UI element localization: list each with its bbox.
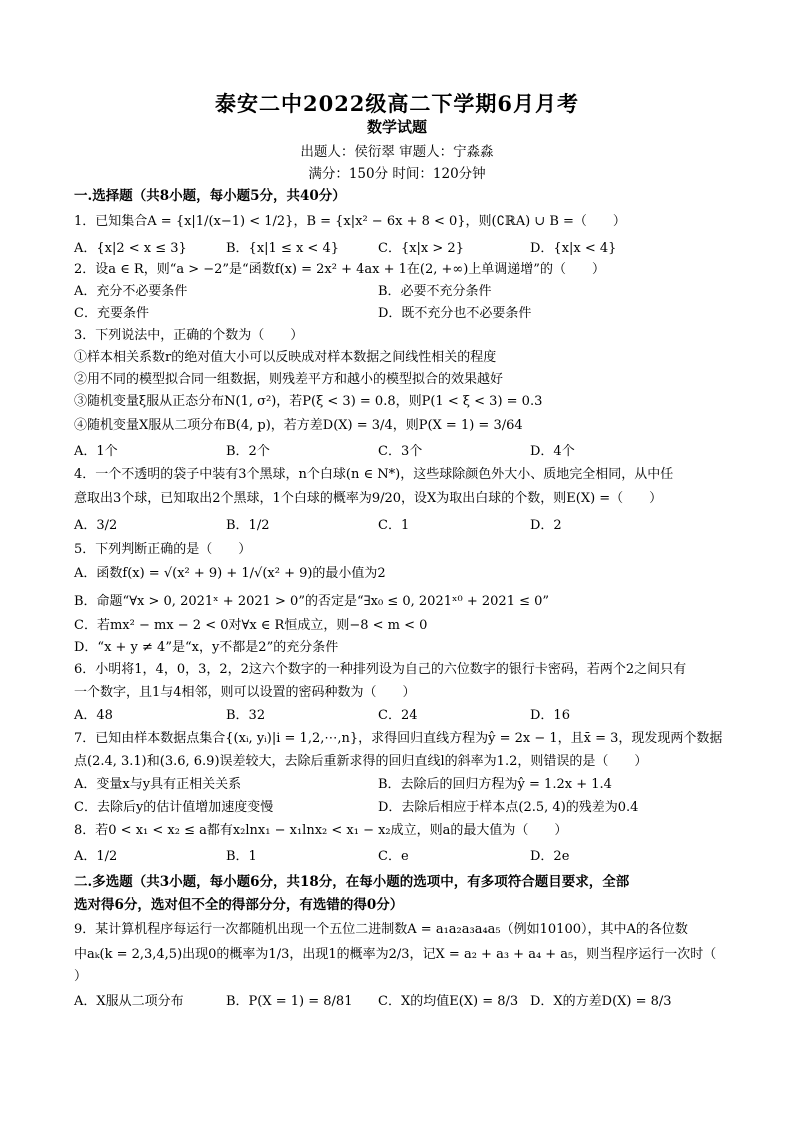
question-1-option-b[interactable]: B．{x|1 ≤ x < 4} (226, 241, 339, 256)
question-7-stem-line-1: 7．已知由样本数据点集合{(xᵢ, yᵢ)|i = 1,2,⋯,n}，求得回归直线方程为ŷ = 2x − 1，且x̄ = 3，现发现两个数据 (74, 731, 723, 746)
question-4-option-d[interactable]: D．2 (530, 518, 562, 533)
question-2-option-a[interactable]: A．充分不必要条件 (74, 284, 188, 299)
question-8-option-c[interactable]: C．e (378, 849, 409, 864)
question-3-statement-2: ②用不同的模型拟合同一组数据，则残差平方和越小的模型拟合的效果越好 (74, 372, 504, 387)
question-7-option-a[interactable]: A．变量x与y具有正相关关系 (74, 777, 242, 792)
question-7-stem-line-2: 点(2.4, 3.1)和(3.6, 6.9)误差较大，去除后重新求得的回归直线l的斜率为1.2，则错误的是（ ） (74, 754, 648, 769)
question-4-stem-line-2: 意取出3个球，已知取出2个黑球，1个白球的概率为9/20，设X为取出白球的个数，则E(X) =（ ） (74, 491, 663, 506)
question-8-option-d[interactable]: D．2e (530, 849, 570, 864)
exam-subtitle: 数学试题 (366, 118, 427, 136)
question-4-option-c[interactable]: C．1 (378, 518, 410, 533)
question-6-option-c[interactable]: C．24 (378, 708, 418, 723)
question-7-options-row1 (74, 773, 724, 791)
question-7-options-row2 (74, 796, 724, 814)
exam-authors: 出题人：侯衍翠 审题人：宁淼淼 (300, 144, 494, 160)
question-8-stem: 8．若0 < x₁ < x₂ ≤ a都有x₂lnx₁ − x₁lnx₂ < x₁ − x₂成立，则a的最大值为（ ） (74, 823, 568, 838)
question-9-option-c[interactable]: C．X的均值E(X) = 8/3 (378, 994, 519, 1009)
question-5-option-c[interactable]: C．若mx² − mx − 2 < 0对∀x ∈ R恒成立，则−8 < m < 0 (74, 618, 428, 633)
question-5-option-b[interactable]: B．命题“∀x > 0, 2021ˣ + 2021 > 0”的否定是“∃x₀ ≤ 0, 2021ˣ⁰ + 2021 ≤ 0” (74, 594, 550, 609)
question-2-options-row1 (74, 280, 724, 298)
section-heading-multi-line-2: 选对得6分，选对但不全的得部分分，有选错的得0分） (74, 897, 404, 913)
question-6-option-a[interactable]: A．48 (74, 708, 113, 723)
question-9-option-d[interactable]: D．X的方差D(X) = 8/3 (530, 994, 672, 1009)
question-2-option-b[interactable]: B．必要不充分条件 (378, 284, 492, 299)
question-4-options (74, 514, 724, 532)
question-8-option-b[interactable]: B．1 (226, 849, 257, 864)
exam-title: 泰安二中2022级高二下学期6月月考 (214, 91, 580, 116)
question-3-options (74, 440, 724, 458)
question-2-stem: 2．设a ∈ R，则“a > −2”是“函数f(x) = 2x² + 4ax + 1在(2, +∞)上单调递增”的（ ） (74, 262, 605, 277)
exam-info: 满分：150分 时间：120分钟 (308, 166, 486, 182)
question-3-option-a[interactable]: A．1个 (74, 444, 118, 459)
question-5-option-d[interactable]: D．“x + y ≠ 4”是“x，y不都是2”的充分条件 (74, 640, 339, 655)
question-2-options-row2 (74, 302, 724, 320)
question-6-option-b[interactable]: B．32 (226, 708, 266, 723)
question-9-stem-line-3: ） (74, 969, 88, 984)
question-4-option-a[interactable]: A．3/2 (74, 518, 118, 533)
question-7-option-b[interactable]: B．去除后的回归方程为ŷ = 1.2x + 1.4 (378, 777, 612, 792)
question-3-statement-3: ③随机变量ξ服从正态分布N(1, σ²)，若P(ξ < 3) = 0.8，则P(1 < ξ < 3) = 0.3 (74, 394, 543, 409)
question-9-stem-line-1: 9．某计算机程序每运行一次都随机出现一个五位二进制数A = a₁a₂a₃a₄a₅（例如10100），其中A的各位数 (74, 922, 688, 937)
question-1-option-a[interactable]: A．{x|2 < x ≤ 3} (74, 241, 187, 256)
question-9-option-a[interactable]: A．X服从二项分布 (74, 994, 184, 1009)
question-1-option-c[interactable]: C．{x|x > 2} (378, 241, 464, 256)
question-9-option-b[interactable]: B．P(X = 1) = 8/81 (226, 994, 353, 1009)
question-7-option-d[interactable]: D．去除后相应于样本点(2.5, 4)的残差为0.4 (378, 800, 639, 815)
section-heading-choice: 一.选择题（共8小题，每小题5分，共40分） (74, 188, 346, 204)
question-1-option-d[interactable]: D．{x|x < 4} (530, 241, 617, 256)
question-3-option-b[interactable]: B．2个 (226, 444, 270, 459)
question-8-option-a[interactable]: A．1/2 (74, 849, 118, 864)
question-3-option-c[interactable]: C．3个 (378, 444, 423, 459)
question-6-stem-line-1: 6．小明将1，4，0，3，2，2这六个数字的一种排列设为自己的六位数字的银行卡密码，若两个2之间只有 (74, 662, 687, 677)
question-1-options (74, 237, 724, 255)
question-5-stem: 5．下列判断正确的是（ ） (74, 542, 252, 557)
question-9-stem-line-2: 中aₖ(k = 2,3,4,5)出现0的概率为1/3，出现1的概率为2/3，记X = a₂ + a₃ + a₄ + a₅，则当程序运行一次时（ (74, 947, 717, 962)
question-1-stem: 1．已知集合A = {x|1/(x−1) < 1/2}，B = {x|x² − 6x + 8 < 0}，则(∁ℝA) ∪ B =（ ） (74, 214, 626, 229)
question-2-option-d[interactable]: D．既不充分也不必要条件 (378, 306, 532, 321)
question-3-stem: 3．下列说法中，正确的个数为（ ） (74, 328, 304, 343)
question-4-option-b[interactable]: B．1/2 (226, 518, 270, 533)
question-6-options (74, 704, 724, 722)
question-3-statement-4: ④随机变量X服从二项分布B(4, p)，若方差D(X) = 3/4，则P(X = 1) = 3/64 (74, 418, 523, 433)
question-5-option-a[interactable]: A．函数f(x) = √(x² + 9) + 1/√(x² + 9)的最小值为2 (74, 566, 386, 581)
question-4-stem-line-1: 4．一个不透明的袋子中装有3个黑球，n个白球(n ∈ N*)，这些球除颜色外大小、质地完全相同，从中任 (74, 467, 674, 482)
question-9-options (74, 990, 724, 1008)
question-3-statement-1: ①样本相关系数r的绝对值大小可以反映成对样本数据之间线性相关的程度 (74, 350, 497, 365)
question-2-option-c[interactable]: C．充要条件 (74, 306, 149, 321)
question-7-option-c[interactable]: C．去除后y的估计值增加速度变慢 (74, 800, 274, 815)
question-3-option-d[interactable]: D．4个 (530, 444, 575, 459)
question-8-options (74, 845, 724, 863)
question-6-stem-line-2: 一个数字，且1与4相邻，则可以设置的密码种数为（ ） (74, 685, 416, 700)
section-heading-multi-line-1: 二.多选题（共3小题，每小题6分，共18分，在每小题的选项中，有多项符合题目要求，全部 (74, 874, 630, 890)
question-6-option-d[interactable]: D．16 (530, 708, 570, 723)
